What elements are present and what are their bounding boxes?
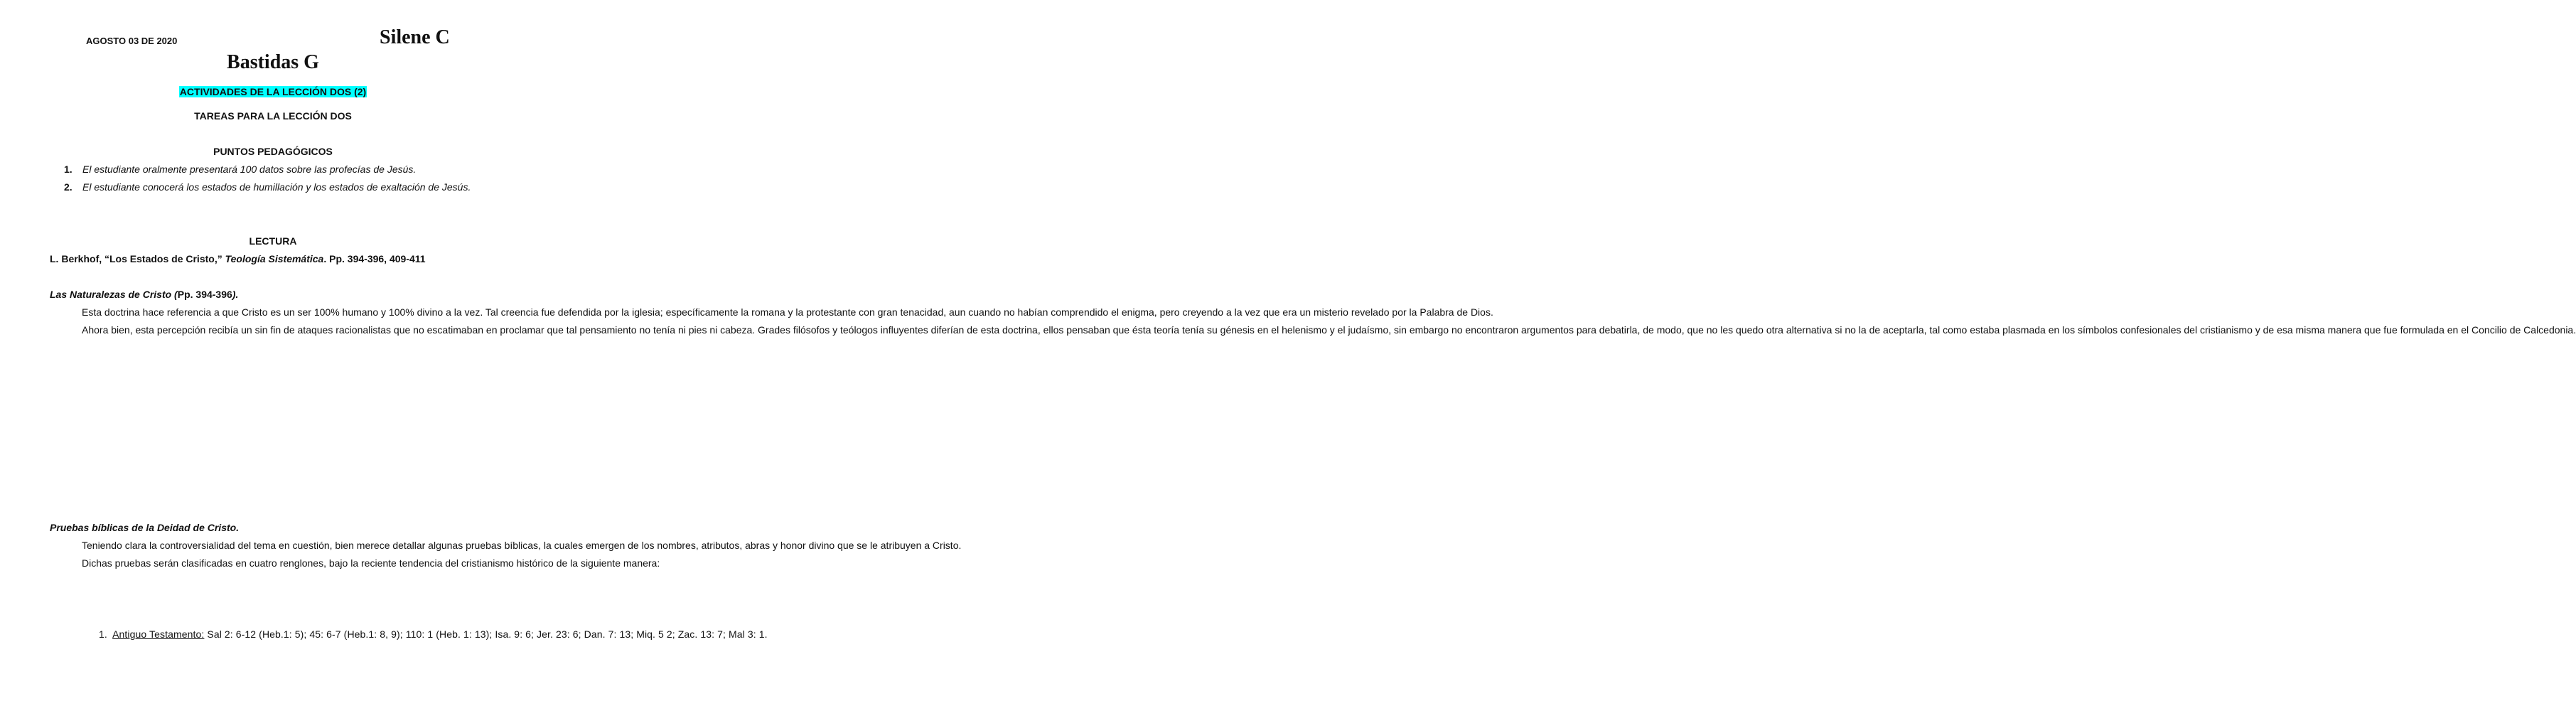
list-item <box>64 178 495 196</box>
tasks-title: TAREAS PARA LA LECCIÓN DOS <box>194 110 352 122</box>
list-item <box>64 161 495 178</box>
heading-text: Las Naturalezas de Cristo ( <box>50 289 178 300</box>
pedagogic-list <box>64 161 495 196</box>
activities-title <box>0 86 546 97</box>
list-item-label: Antiguo Testamento: <box>112 628 205 640</box>
section-proofs-body <box>50 537 962 572</box>
reading-reference <box>50 253 426 264</box>
reference-book-title: Teología Sistemática <box>225 253 324 264</box>
paragraph: Ahora bien, esta percepción recibía un sin fin de ataques racionalistas que no escatimaban en proclamar que tal pensamiento no tenía ni pies ni cabeza. Grades filósofos y teólogos influyentes diferían de esta doctrina, ellos pensaban que ésta teoría tenía su génesis en el helenismo y el judaísmo, sin embargo no encontraron argumentos para debatirla, de modo, que no les quedo otra alternativa si no la de aceptarla, tal como estaba plasmada en los símbolos confesionales del cristianismo y de esa misma manera que fue formulada en el Concilio de Calcedonia. <box>82 324 2576 336</box>
list-item-number: 1. <box>64 164 73 175</box>
author-name-line-2: Bastidas G <box>227 51 319 73</box>
reference-prefix: L. Berkhof, “Los Estados de Cristo,” <box>50 253 225 264</box>
paragraph: Esta doctrina hace referencia a que Cristo es un ser 100% humano y 100% divino a la vez. Tal creencia fue defendida por la iglesia; específicamente la romana y la protestante con gran tenacidad, aun cuando no habían comprendido el enigma, pero creyendo a la vez que era un misterio revelado por la Palabra de Dios. <box>82 306 1493 318</box>
pedagogic-title: PUNTOS PEDAGÓGICOS <box>213 146 333 157</box>
list-item-text: El estudiante oralmente presentará 100 datos sobre las profecías de Jesús. <box>82 164 417 175</box>
list-item-number: 2. <box>64 181 73 193</box>
section-natures-body <box>50 304 2576 339</box>
section-heading-proofs: Pruebas bíblicas de la Deidad de Cristo. <box>50 522 240 533</box>
list-item-text: El estudiante conocerá los estados de humillación y los estados de exaltación de Jesús. <box>82 181 471 193</box>
heading-pages: Pp. 394-396 <box>177 289 232 300</box>
list-item-text: Sal 2: 6-12 (Heb.1: 5); 45: 6-7 (Heb.1: 8, 9); 110: 1 (Heb. 1: 13); Isa. 9: 6; Jer. 23: 6; Dan. 7: 13; Miq. 5 2; Zac. 13: 7; Mal 3: 1. <box>204 628 768 640</box>
paragraph: Dichas pruebas serán clasificadas en cuatro renglones, bajo la reciente tendencia del cristianismo histórico de la siguiente manera: <box>82 557 660 569</box>
section-heading-natures <box>50 289 238 300</box>
reading-title: LECTURA <box>249 235 297 247</box>
proofs-list <box>64 626 768 643</box>
author-name-line-1: Silene C <box>380 26 450 48</box>
reference-pages: . Pp. 394-396, 409-411 <box>323 253 426 264</box>
list-item <box>64 626 768 643</box>
heading-suffix: ). <box>232 289 239 300</box>
paragraph: Teniendo clara la controversialidad del tema en cuestión, bien merece detallar algunas pruebas bíblicas, la cuales emergen de los nombres, atributos, abras y honor divino que se le atribuyen a Cristo. <box>82 540 962 551</box>
list-item-number: 1. <box>99 628 107 640</box>
document-date: AGOSTO 03 DE 2020 <box>86 36 178 46</box>
highlighted-activities-title: ACTIVIDADES DE LA LECCIÓN DOS (2) <box>179 86 367 97</box>
